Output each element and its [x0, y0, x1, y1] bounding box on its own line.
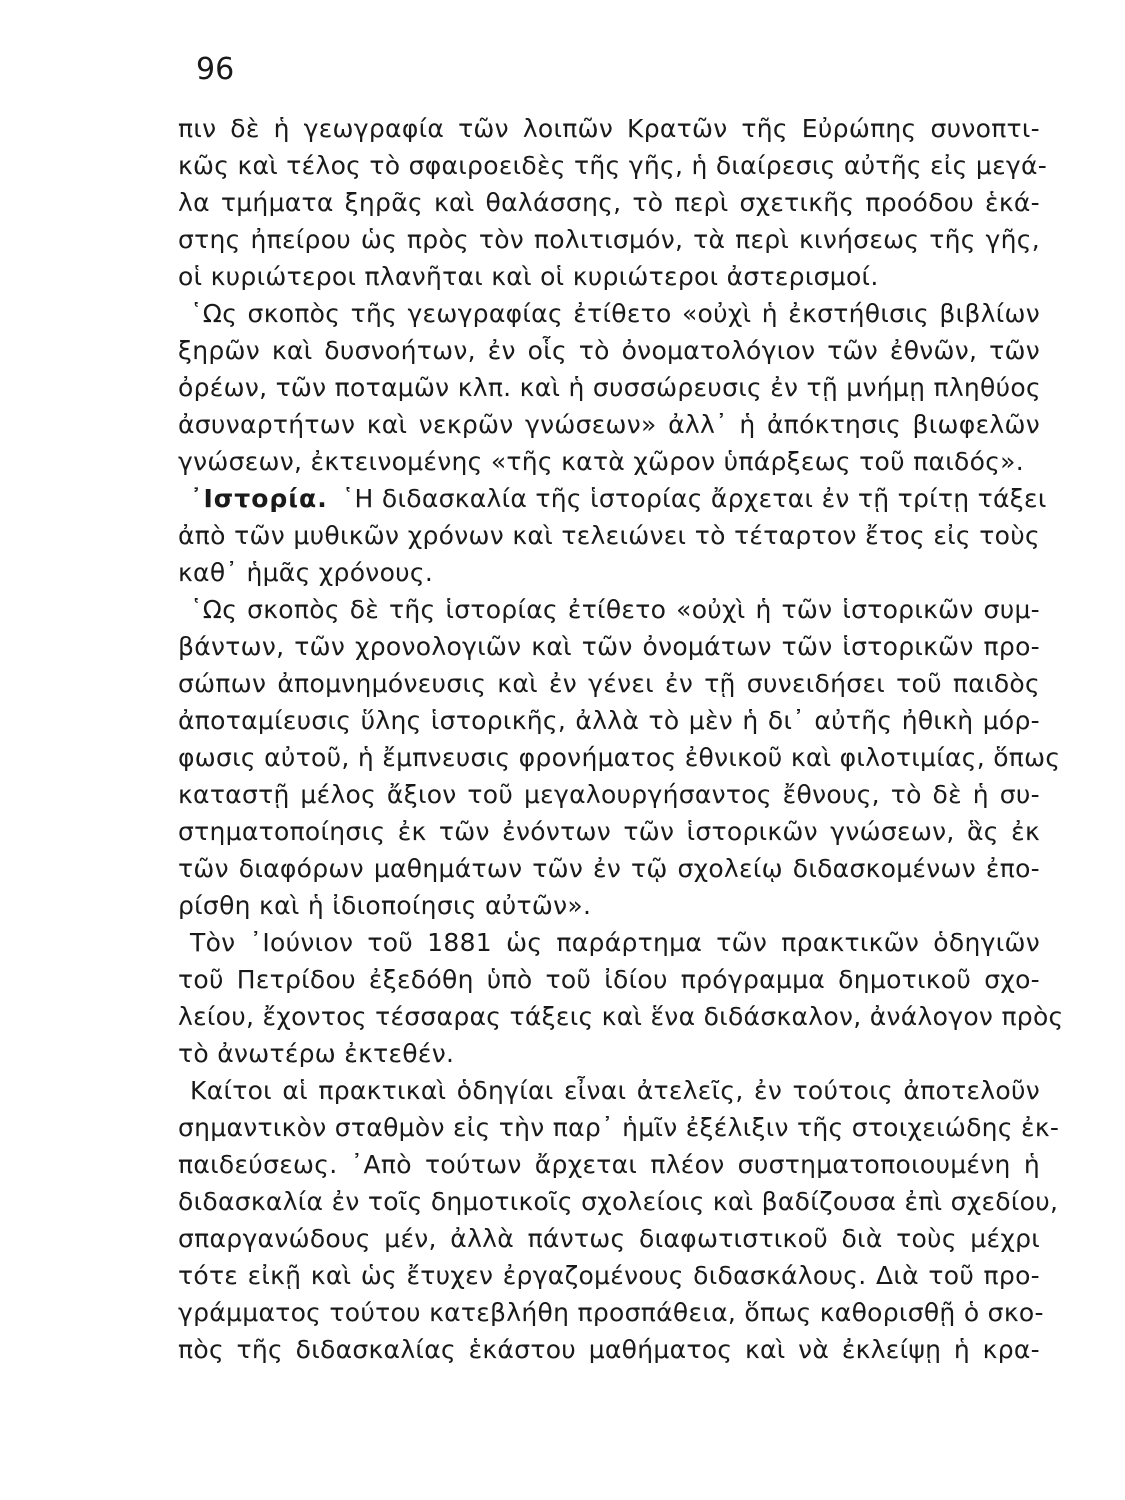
text-line: ἀποταμίευσις ὕλης ἱστορικῆς, ἀλλὰ τὸ μὲν ἡ δι᾽ αὐτῆς ἠθικὴ μόρ-	[178, 706, 1040, 735]
text-line: στης ἠπείρου ὡς πρὸς τὸν πολιτισμόν, τὰ περὶ κινήσεως τῆς γῆς,	[178, 225, 1040, 254]
text-line: καθ᾽ ἡμᾶς χρόνους.	[178, 558, 434, 587]
text-line: πιν δὲ ἡ γεωγραφία τῶν λοιπῶν Κρατῶν τῆς Εὐρώπης συνοπτι-	[178, 114, 1040, 143]
text-line: καταστῇ μέλος ἄξιον τοῦ μεγαλουργήσαντος ἔθνους, τὸ δὲ ἡ συ-	[178, 780, 1040, 809]
text-line: κῶς καὶ τέλος τὸ σφαιροειδὲς τῆς γῆς, ἡ διαίρεσις αὐτῆς εἰς μεγά-	[178, 151, 1048, 180]
text-line: ρίσθη καὶ ἡ ἰδιοποίησις αὐτῶν».	[178, 891, 592, 920]
page-number: 96	[196, 52, 235, 87]
text-line: ἀσυναρτήτων καὶ νεκρῶν γνώσεων» ἀλλ᾽ ἡ ἀπόκτησις βιωφελῶν	[178, 410, 1040, 439]
section-heading-line	[190, 478, 1047, 520]
text-line: διδασκαλία ἐν τοῖς δημοτικοῖς σχολείοις καὶ βαδίζουσα ἐπὶ σχεδίου,	[178, 1187, 1059, 1216]
text-line: ξηρῶν καὶ δυσνοήτων, ἐν οἷς τὸ ὀνοματολόγιον τῶν ἐθνῶν, τῶν	[178, 336, 1040, 365]
text-line: σώπων ἀπομνημόνευσις καὶ ἐν γένει ἐν τῇ συνειδήσει τοῦ παιδὸς	[178, 669, 1040, 698]
text-line: Τὸν ᾽Ιούνιον τοῦ 1881 ὡς παράρτημα τῶν πρακτικῶν ὁδηγιῶν	[190, 928, 1040, 957]
text-line: λείου, ἔχοντος τέσσαρας τάξεις καὶ ἕνα διδάσκαλον, ἀνάλογον πρὸς	[178, 1002, 1064, 1031]
text-line: ῾Η διδασκαλία τῆς ἱστορίας ἄρχεται ἐν τῇ τρίτῃ τάξει	[341, 484, 1047, 513]
text-line: πὸς τῆς διδασκαλίας ἑκάστου μαθήματος καὶ νὰ ἐκλείψῃ ἡ κρα-	[178, 1335, 1040, 1364]
text-line: παιδεύσεως. ᾽Απὸ τούτων ἄρχεται πλέον συστηματοποιουμένη ἡ	[178, 1150, 1040, 1179]
text-line: φωσις αὐτοῦ, ἡ ἔμπνευσις φρονήματος ἐθνικοῦ καὶ φιλοτιμίας, ὅπως	[178, 743, 1061, 772]
text-line: τὸ ἀνωτέρω ἐκτεθέν.	[178, 1039, 455, 1068]
text-line: ἀπὸ τῶν μυθικῶν χρόνων καὶ τελειώνει τὸ τέταρτον ἔτος εἰς τοὺς	[178, 521, 1040, 550]
section-heading: ᾽Ιστορία.	[190, 484, 328, 513]
text-line: λα τμήματα ξηρᾶς καὶ θαλάσσης, τὸ περὶ σχετικῆς προόδου ἑκά-	[178, 188, 1040, 217]
text-line: ῾Ως σκοπὸς τῆς γεωγραφίας ἐτίθετο «οὐχὶ ἡ ἐκστήθισις βιβλίων	[190, 299, 1040, 328]
text-line: σημαντικὸν σταθμὸν εἰς τὴν παρ᾽ ἡμῖν ἐξέλιξιν τῆς στοιχειώδης ἐκ-	[178, 1113, 1060, 1142]
text-line: οἱ κυριώτεροι πλανῆται καὶ οἱ κυριώτεροι ἀστερισμοί.	[178, 262, 879, 291]
text-line: τότε εἰκῇ καὶ ὡς ἔτυχεν ἐργαζομένους διδασκάλους. Διὰ τοῦ προ-	[178, 1261, 1040, 1290]
text-line: γράμματος τούτου κατεβλήθη προσπάθεια, ὅπως καθορισθῇ ὁ σκο-	[178, 1298, 1044, 1327]
text-line: βάντων, τῶν χρονολογιῶν καὶ τῶν ὀνομάτων τῶν ἱστορικῶν προ-	[178, 632, 1040, 661]
text-line: τοῦ Πετρίδου ἐξεδόθη ὑπὸ τοῦ ἰδίου πρόγραμμα δημοτικοῦ σχο-	[178, 965, 1040, 994]
text-line: σπαργανώδους μέν, ἀλλὰ πάντως διαφωτιστικοῦ διὰ τοὺς μέχρι	[178, 1224, 1040, 1253]
text-line: ὀρέων, τῶν ποταμῶν κλπ. καὶ ἡ συσσώρευσις ἐν τῇ μνήμῃ πληθύος	[178, 373, 1041, 402]
text-line: τῶν διαφόρων μαθημάτων τῶν ἐν τῷ σχολείῳ διδασκομένων ἐπο-	[178, 854, 1040, 883]
text-line: Καίτοι αἱ πρακτικαὶ ὁδηγίαι εἶναι ἀτελεῖς, ἐν τούτοις ἀποτελοῦν	[190, 1076, 1040, 1105]
text-line: στηματοποίησις ἐκ τῶν ἐνόντων τῶν ἱστορικῶν γνώσεων, ἃς ἐκ	[178, 817, 1040, 846]
text-line: γνώσεων, ἐκτεινομένης «τῆς κατὰ χῶρον ὑπάρξεως τοῦ παιδός».	[178, 447, 1025, 476]
text-line: ῾Ως σκοπὸς δὲ τῆς ἱστορίας ἐτίθετο «οὐχὶ ἡ τῶν ἱστορικῶν συμ-	[190, 595, 1040, 624]
